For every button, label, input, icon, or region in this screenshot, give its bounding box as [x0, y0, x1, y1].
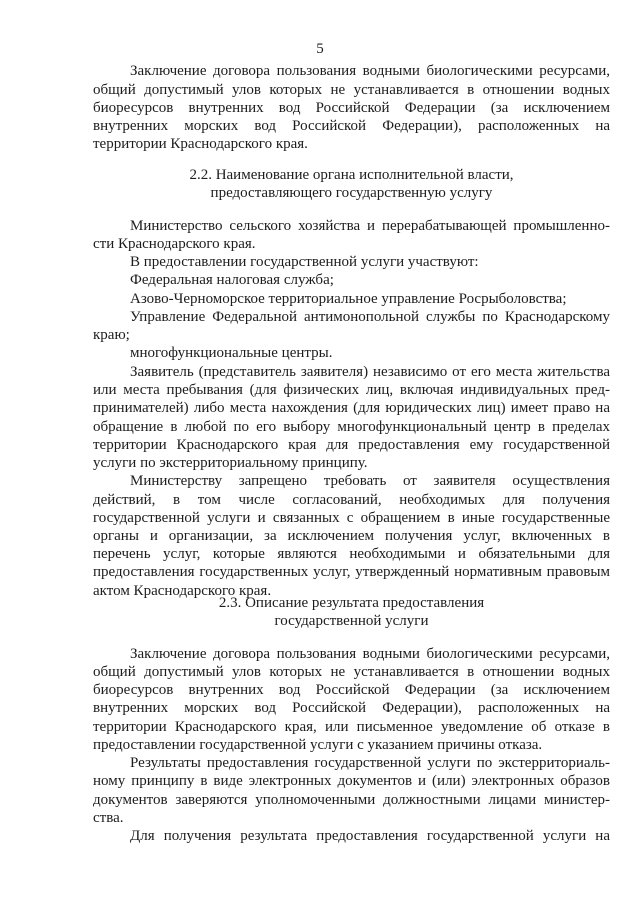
participant-tax-service: Федеральная налоговая служба;	[130, 272, 334, 288]
prohibition-line-5: перечень услуг, которые являются необходимыми и обязательными для	[93, 546, 610, 562]
result-line-4: внутренних морских вод Российской Федерации), расположенных на	[93, 700, 610, 716]
section-2-2-heading-line-2: предоставляющего государственную услугу	[210, 185, 493, 201]
participant-fishery-agency: Азово-Черноморское территориальное управление Росрыболовства;	[130, 291, 567, 307]
intro-line-2: общий допустимый улов которых не устанавливается в отношении водных	[93, 82, 610, 98]
participants-intro: В предоставлении государственной услуги участвуют:	[130, 254, 479, 270]
applicant-line-6: услуги по экстерриториальному принципу.	[93, 455, 368, 471]
applicant-line-5: территории Краснодарского края для предоставления ему государственной	[93, 437, 610, 453]
prohibition-line-7: актом Краснодарского края.	[93, 583, 272, 599]
prohibition-line-4: органы и организации, за исключением получения услуг, включенных в	[93, 528, 610, 544]
result-line-1: Заключение договора пользования водными биологическими ресурсами,	[130, 646, 610, 662]
applicant-line-4: обращение в любой по его выбору многофункциональный центр в пределах	[93, 419, 610, 435]
receipt-line-1: Для получения результата предоставления государственной услуги на	[130, 828, 610, 844]
prohibition-line-3: государственной услуги и связанных с обращением в иные государственные	[93, 510, 610, 526]
participant-mfc: многофункциональные центры.	[130, 345, 333, 361]
ministry-line-2: сти Краснодарского края.	[93, 236, 256, 252]
prohibition-line-6: предоставления государственных услуг, утвержденный нормативным правовым	[93, 564, 610, 580]
result-line-3: биоресурсов внутренних вод Российской Федерации (за исключением	[93, 682, 610, 698]
participant-fas-line-1: Управление Федеральной антимонопольной службы по Краснодарскому	[130, 309, 610, 325]
section-2-3-heading-line-2: государственной услуги	[274, 613, 429, 629]
page-number: 5	[316, 41, 324, 57]
applicant-line-1: Заявитель (представитель заявителя) независимо от его места жительства	[130, 364, 610, 380]
applicant-line-3: принимателей) либо места нахождения (для юридических лиц) имеет право на	[93, 400, 610, 416]
electronic-line-2: ному принципу в виде электронных документов и (или) электронных образов	[93, 773, 610, 789]
result-line-2: общий допустимый улов которых не устанавливается в отношении водных	[93, 664, 610, 680]
intro-line-5: территории Краснодарского края.	[93, 136, 308, 152]
electronic-line-1: Результаты предоставления государственной услуги по экстерриториаль-	[130, 755, 610, 771]
intro-line-1: Заключение договора пользования водными биологическими ресурсами,	[130, 63, 610, 79]
intro-line-4: внутренних морских вод Российской Федерации), расположенных на	[93, 118, 610, 134]
prohibition-line-1: Министерству запрещено требовать от заявителя осуществления	[130, 473, 610, 489]
participant-fas-line-2: краю;	[93, 327, 130, 343]
result-line-5: территории Краснодарского края, или письменное уведомление об отказе в	[93, 719, 610, 735]
section-2-2-heading-line-1: 2.2. Наименование органа исполнительной власти,	[189, 167, 514, 183]
electronic-line-4: ства.	[93, 810, 124, 826]
result-line-6: предоставлении государственной услуги с указанием причины отказа.	[93, 737, 543, 753]
electronic-line-3: документов заверяются уполномоченными должностными лицами министер-	[93, 792, 610, 808]
intro-line-3: биоресурсов внутренних вод Российской Федерации (за исключением	[93, 100, 610, 116]
applicant-line-2: или места пребывания (для физических лиц, включая индивидуальных пред-	[93, 382, 610, 398]
ministry-line-1: Министерство сельского хозяйства и перерабатывающей промышленно-	[130, 218, 610, 234]
prohibition-line-2: действий, в том числе согласований, необходимых для получения	[93, 492, 610, 508]
section-2-3-heading-line-1: 2.3. Описание результата предоставления	[218, 595, 485, 611]
